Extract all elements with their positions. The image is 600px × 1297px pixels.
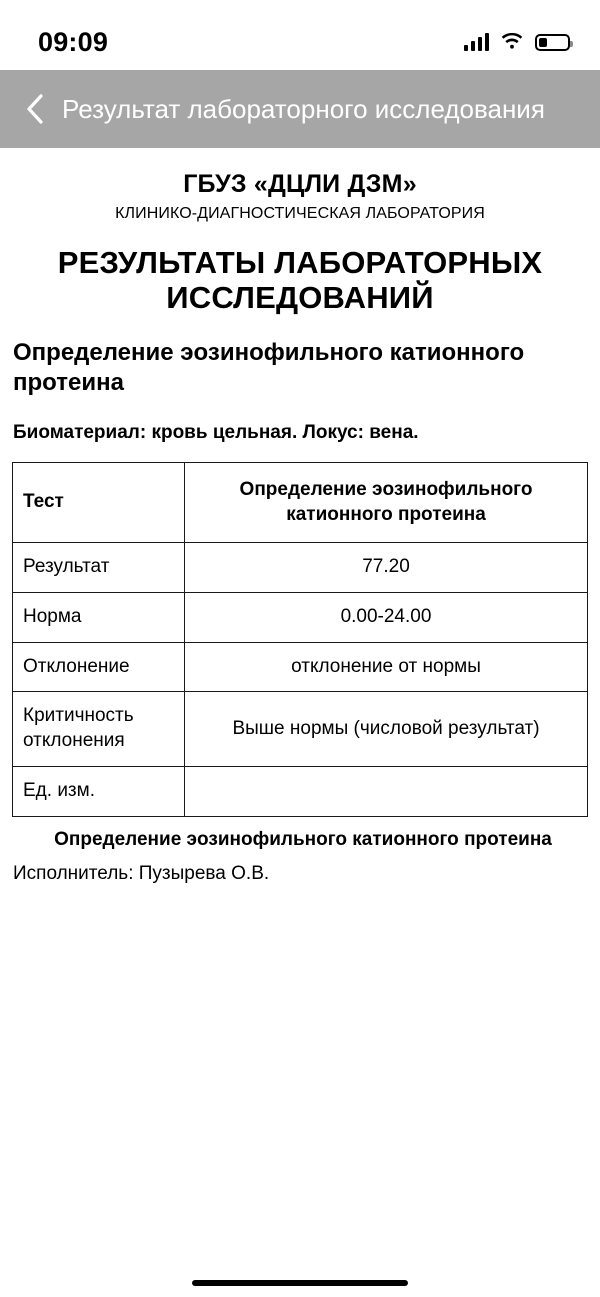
lab-result-table (12, 462, 588, 817)
status-bar (0, 0, 600, 70)
row-value-criticality: Выше нормы (числовой результат) (185, 692, 588, 766)
test-name-heading: Определение эозинофильного катионного протеина (13, 339, 525, 397)
navigation-bar (0, 70, 600, 148)
footer-test-name: Определение эозинофильного катионного протеина (54, 828, 552, 850)
chevron-left-icon[interactable] (18, 92, 52, 126)
status-bar-icons (464, 33, 571, 51)
status-bar-time: 09:09 (38, 26, 109, 57)
table-header-label: Тест (13, 463, 185, 543)
table-row (13, 593, 588, 643)
table-row (13, 766, 588, 816)
row-label-units: Ед. изм. (13, 766, 185, 816)
row-value-units (185, 766, 588, 816)
row-label-criticality: Критичность отклонения (13, 692, 185, 766)
page-title: РЕЗУЛЬТАТЫ ЛАБОРАТОРНЫХ ИССЛЕДОВАНИЙ (57, 245, 543, 316)
table-header-row (13, 463, 588, 543)
row-value-result: 77.20 (185, 543, 588, 593)
row-label-deviation: Отклонение (13, 642, 185, 692)
row-label-result: Результат (13, 543, 185, 593)
table-row (13, 543, 588, 593)
cellular-signal-icon (464, 33, 490, 51)
table-row (13, 692, 588, 766)
table-header-value: Определение эозинофильного катионного протеина (185, 463, 588, 543)
organization-subtitle: КЛИНИКО-ДИАГНОСТИЧЕСКАЯ ЛАБОРАТОРИЯ (115, 205, 485, 222)
biomaterial-line: Биоматериал: кровь цельная. Локус: вена. (13, 422, 419, 444)
home-indicator[interactable] (192, 1280, 408, 1286)
performer-line: Исполнитель: Пузырева О.В. (13, 862, 270, 884)
lab-result-document (0, 148, 600, 885)
table-row (13, 642, 588, 692)
row-label-norm: Норма (13, 593, 185, 643)
nav-bar-title: Результат лабораторного исследования (62, 93, 545, 124)
wifi-icon (500, 33, 524, 51)
row-value-deviation: отклонение от нормы (185, 642, 588, 692)
row-value-norm: 0.00-24.00 (185, 593, 588, 643)
organization-name: ГБУЗ «ДЦЛИ ДЗМ» (183, 170, 417, 198)
battery-low-icon (535, 34, 570, 51)
